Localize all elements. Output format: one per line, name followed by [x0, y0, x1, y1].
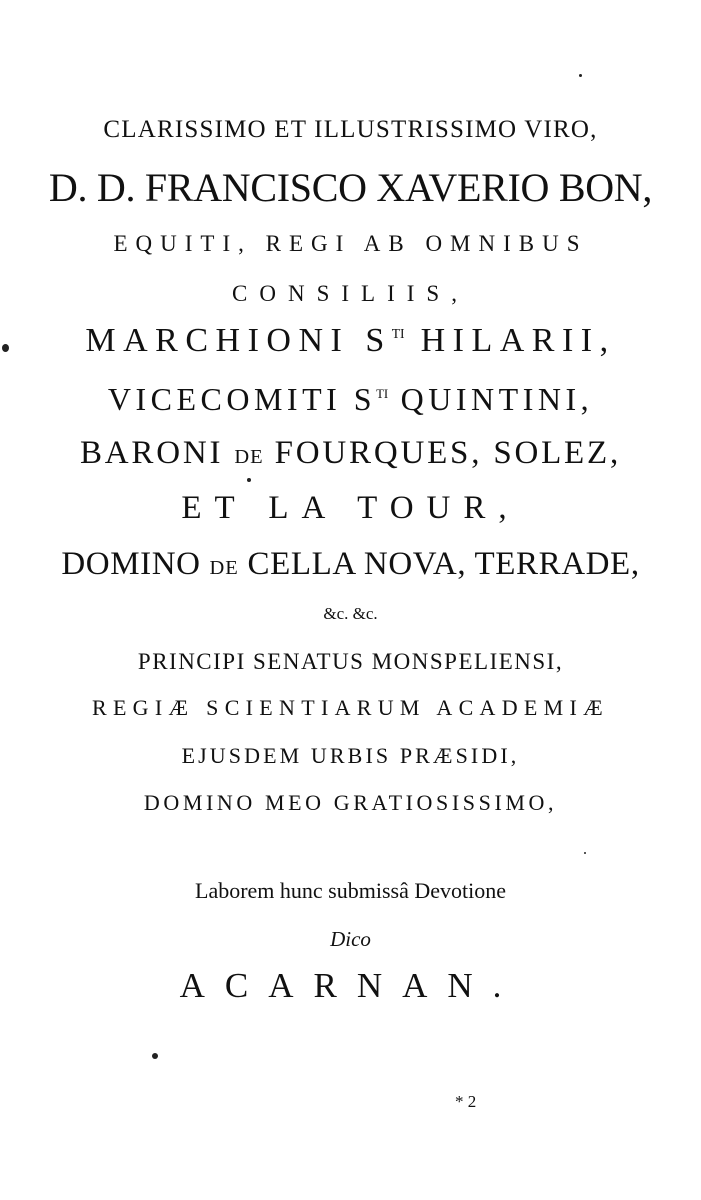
dedication-line-3: EQUITI, REGI AB OMNIBUS — [113, 231, 588, 256]
dedication-line-12: REGIÆ SCIENTIARUM ACADEMIÆ — [91, 695, 610, 720]
dedicatee-name: D. D. FRANCISCO XAVERIO BON, — [48, 165, 653, 210]
ink-speck — [247, 478, 251, 482]
dedication-line-4: CONSILIIS, — [232, 281, 469, 306]
ink-speck — [579, 74, 582, 77]
dedication-line-5 — [0, 324, 701, 358]
place-hilarii: HILARII, — [404, 322, 616, 359]
particle-de: DE — [209, 557, 239, 579]
saint-abbrev: S — [365, 322, 392, 359]
signature-mark: * 2 — [455, 1092, 477, 1111]
dedication-line-1: CLARISSIMO ET ILLUSTRISSIMO VIRO, — [103, 116, 598, 143]
title-marchioni: MARCHIONI — [85, 322, 366, 359]
ink-speck — [584, 852, 586, 854]
dedication-line-6 — [0, 383, 701, 415]
particle-de: DE — [234, 446, 264, 468]
dico-line: Dico — [330, 927, 371, 951]
ink-speck — [2, 344, 9, 352]
saint-abbrev-sup: TI — [391, 326, 405, 342]
offering-line: Laborem hunc submissâ Devotione — [195, 878, 506, 903]
places-cella-nova-terrade: CELLA NOVA, TERRADE, — [238, 546, 640, 582]
et-cetera: &c. &c. — [323, 604, 378, 623]
title-baroni: BARONI — [79, 435, 235, 471]
saint-abbrev: S — [353, 381, 377, 417]
title-vicecomiti: VICECOMITI — [107, 381, 354, 417]
dedication-line-11: PRINCIPI SENATUS MONSPELIENSI, — [137, 649, 564, 674]
dedication-line-7 — [0, 437, 701, 470]
dedication-line-13: EJUSDEM URBIS PRÆSIDI, — [181, 743, 520, 768]
dedication-line-14: DOMINO MEO GRATIOSISSIMO, — [143, 790, 558, 815]
title-domino: DOMINO — [61, 546, 210, 582]
places-fourques-solez: FOURQUES, SOLEZ, — [263, 435, 622, 471]
dedication-line-8: ET LA TOUR, — [181, 490, 520, 526]
ink-speck — [152, 1053, 158, 1059]
dedication-line-9 — [0, 548, 701, 581]
place-quintini: QUINTINI, — [388, 381, 594, 417]
author-name: ACARNAN. — [179, 966, 522, 1005]
saint-abbrev-sup: TI — [376, 386, 389, 401]
